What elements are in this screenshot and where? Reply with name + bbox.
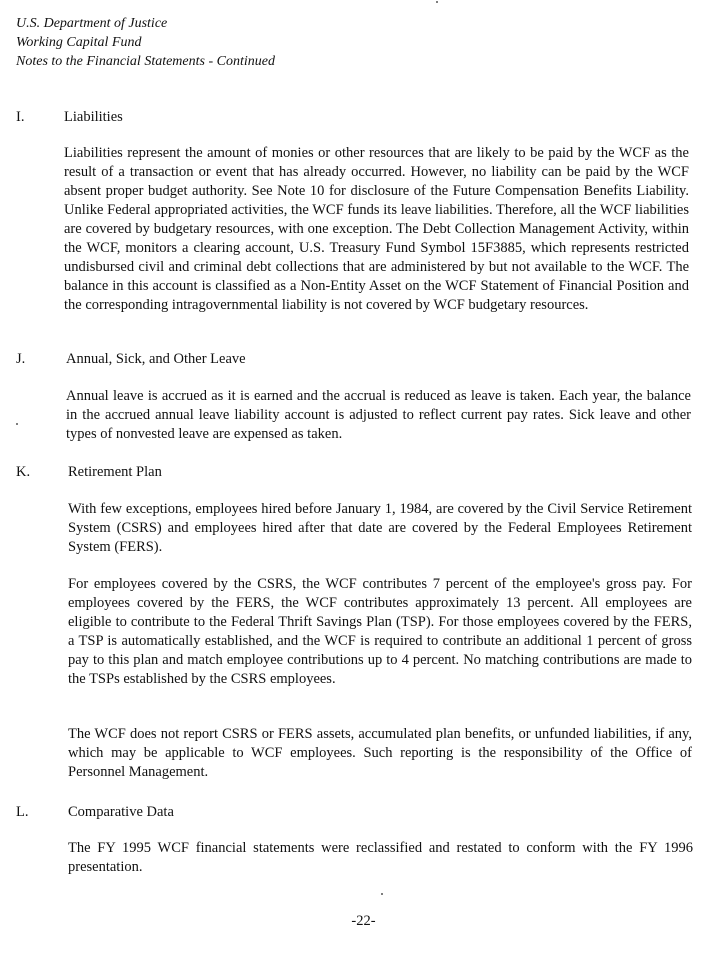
header-notes-title: Notes to the Financial Statements - Continued (16, 54, 275, 69)
header-fund: Working Capital Fund (16, 35, 142, 50)
page-number-text: -22- (351, 913, 376, 929)
section-paragraph: Annual leave is accrued as it is earned and the accrual is reduced as leave is taken. Each year, the balance in the accrued annual leave liability account is adjusted to reflect current pay rates. Sick leave and other types of nonvested leave are expensed as taken. (66, 388, 691, 442)
section-paragraph: With few exceptions, employees hired before January 1, 1984, are covered by the Civil Service Retirement System (CSRS) and employees hired after that date are covered by the Federal Employees Retirement System (FERS). (68, 501, 692, 555)
header-department: U.S. Department of Justice (16, 16, 168, 31)
section-letter: L. (16, 804, 29, 820)
section-letter: I. (16, 109, 25, 125)
section-title: Annual, Sick, and Other Leave (66, 351, 246, 367)
section-paragraph: The FY 1995 WCF financial statements were reclassified and restated to conform with the FY 1996 presentation. (68, 840, 693, 875)
section-title: Comparative Data (68, 804, 174, 820)
section-paragraph: The WCF does not report CSRS or FERS assets, accumulated plan benefits, or unfunded liabilities, if any, which may be applicable to WCF employees. Such reporting is the responsibility of the Office of Personnel Management. (68, 726, 692, 780)
scan-speck (381, 893, 383, 895)
section-title: Liabilities (64, 109, 123, 125)
scan-speck (436, 1, 438, 3)
section-title: Retirement Plan (68, 464, 162, 480)
section-paragraph: Liabilities represent the amount of monies or other resources that are likely to be paid by the WCF as the result of a transaction or event that has already occurred. However, no liability can be paid by the WCF absent proper budget authority. See Note 10 for disclosure of the Future Compensation Benefits Liability. Unlike Federal appropriated activities, the WCF funds its leave liabilities. Therefore, all the WCF liabilities are covered by budgetary resources, with one exception. The Debt Collection Management Activity, within the WCF, monitors a clearing account, U.S. Treasury Fund Symbol 15F3885, which represents restricted undisbursed civil and criminal debt collections that are administered by but not available to the WCF. The balance in this account is classified as a Non-Entity Asset on the WCF Statement of Financial Position and the corresponding intragovernmental liability is not covered by WCF budgetary resources. (64, 145, 689, 313)
section-letter: K. (16, 464, 31, 480)
document-header (16, 14, 275, 71)
page-number (0, 912, 711, 931)
section-paragraph: For employees covered by the CSRS, the WCF contributes 7 percent of the employee's gross pay. For employees covered by the FERS, the WCF contributes approximately 13 percent. All employees are eligible to contribute to the Federal Thrift Savings Plan (TSP). For those employees covered by the FERS, a TSP is automatically established, and the WCF is required to contribute an additional 1 percent of gross pay to this plan and match employee contributions up to 4 percent. No matching contributions are made to the TSPs established by the CSRS employees. (68, 576, 692, 687)
scan-speck (16, 423, 18, 425)
section-letter: J. (16, 351, 26, 367)
